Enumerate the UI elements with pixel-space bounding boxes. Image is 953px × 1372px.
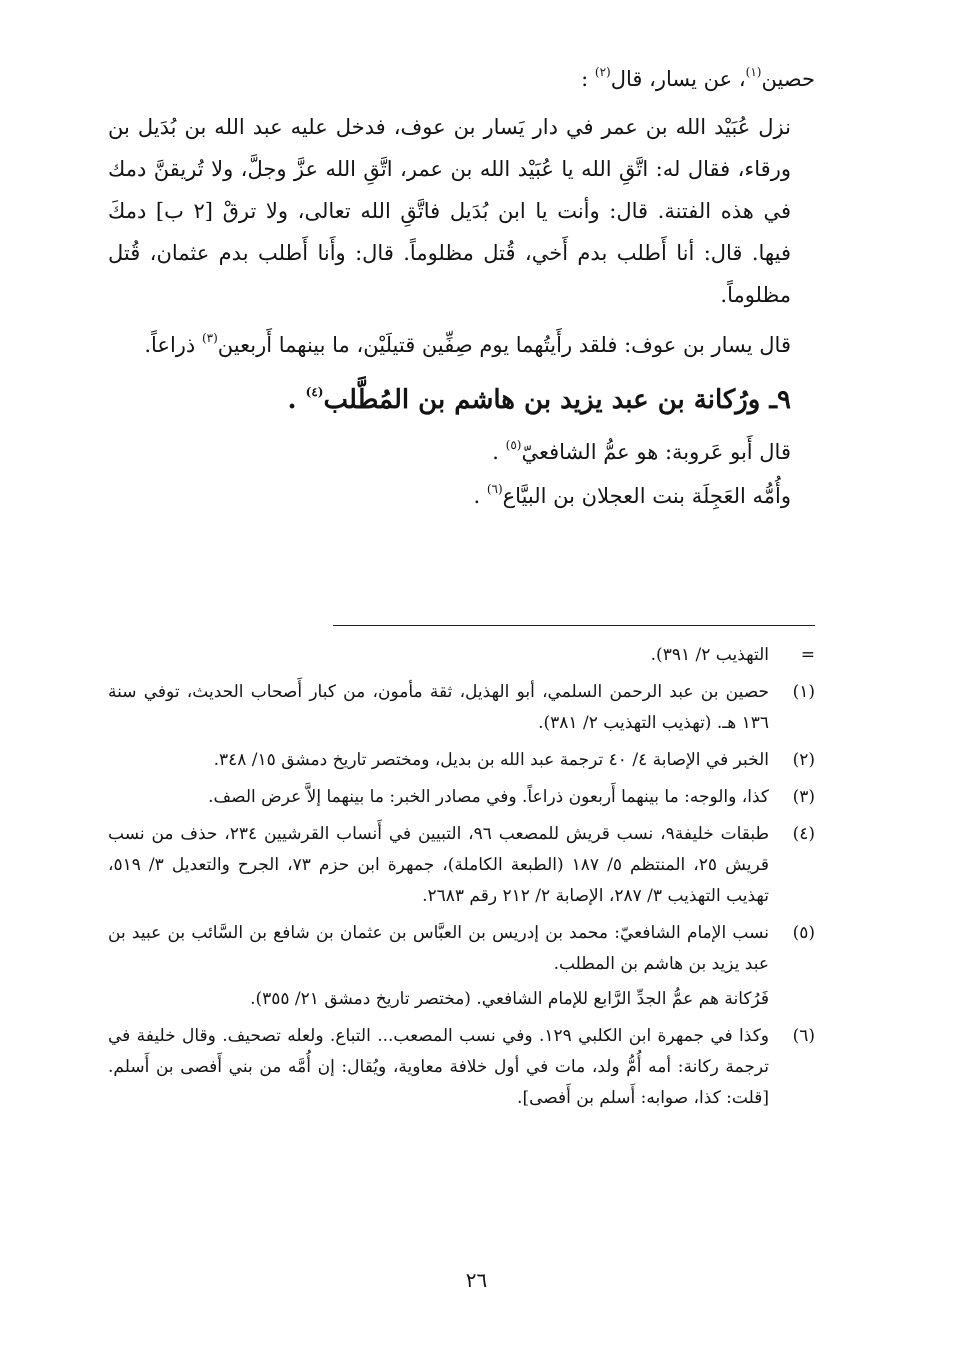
footnote-ref-5[interactable]: (٥) (505, 438, 522, 452)
footnote-ref-2[interactable]: (٢) (594, 65, 611, 79)
footnote-body (108, 640, 769, 671)
footnote-5 (108, 918, 815, 1015)
intro-text: حصين (761, 67, 815, 91)
footnote-body (108, 782, 769, 813)
intro-end: : (581, 67, 595, 91)
footnote-marker: (٦) (792, 1026, 815, 1046)
entry-line-1 (108, 430, 815, 474)
footnote-body (108, 677, 769, 739)
footnote-text: وكذا في جمهرة ابن الكلبي ١٢٩. وفي نسب المصعب... التباع. ولعله تصحيف. وقال خليفة في ترجمة ركانة: أمه أُمُّ ولد، مات في أول خلافة معاوية، ويُقال: إن أُمَّه من بني أَفصى بن أَسلم. [قلت: كذا، صوابه: أَسلم بن أَفصى]. (108, 1026, 770, 1108)
footnotes (108, 640, 815, 1120)
witness-text: قال يسار بن عوف: فلقد رأَيتُهما يوم صِفِّين قتيلَيْن، ما بينهما أَربعين (217, 333, 791, 357)
footnote-separator (333, 625, 815, 626)
page-number: ٢٦ (465, 1268, 488, 1292)
footnote-marker: (٢) (792, 750, 815, 770)
footnote-6 (108, 1021, 815, 1114)
entry-line-1-end: . (492, 440, 506, 464)
footnote-text: حصين بن عبد الرحمن السلمي، أبو الهذيل، ثقة مأمون، من كبار أَصحاب الحديث، توفي سنة ١٣٦ هـ. (تهذيب التهذيب ٢/ ٣٨١). (108, 682, 769, 733)
narration-paragraph: نزل عُبَيْد الله بن عمر في دار يَسار بن عوف، فدخل عليه عبد الله بن بُدَيل بن ورقاء، فقال له: اتَّقِ الله يا عُبَيْد الله بن عمر، اتَّقِ الله عزَّ وجلَّ، ولا تُريقنَّ دمك في هذه الفتنة. قال: وأنت يا ابن بُدَيل فاتَّقِ الله تعالى، ولا ترقْ [٢ ب] دمكَ فيها. قال: أنا أَطلب بدم أَخي، قُتل مظلوماً. قال: وأَنا أَطلب بدم عثمان، قُتل مظلوماً. (108, 115, 791, 307)
footnote-text: كذا، والوجه: ما بينهما أَربعون ذراعاً. وفي مصادر الخبر: ما بينهما إلاَّ عرض الصف. (208, 787, 769, 807)
footnote-body (108, 819, 769, 912)
footnote-body (108, 918, 769, 1015)
footnote-marker: (١) (792, 682, 815, 702)
intro-mid-text: ، عن يسار، قال (610, 67, 746, 91)
footnote-ref-1[interactable]: (١) (745, 65, 762, 79)
footnote-ref-4[interactable]: (٤) (305, 385, 324, 400)
footnote-3 (108, 782, 815, 813)
footnote-text: طبقات خليفة٩، نسب قريش للمصعب ٩٦، التبيين في أَنساب القرشيين ٢٣٤، حذف من نسب قريش ٢٥، المنتظم ٥/ ١٨٧ (الطبعة الكاملة)، جمهرة ابن حزم ٧٣، الجرح والتعديل ٣/ ٥١٩، تهذيب التهذيب ٣/ ٢٨٧، الإصابة ٢/ ٢١٢ رقم ٢٦٨٣. (108, 824, 770, 906)
entry-heading-end: . (287, 385, 306, 415)
footnote-body (108, 745, 769, 776)
witness-paragraph (108, 324, 815, 366)
footnote-marker: (٣) (792, 787, 815, 807)
entry-heading-text: ٩ـ ورُكانة بن عبد يزيد بن هاشم بن المُطَّلب (323, 385, 791, 415)
entry-line-2-text: وأُمُّه العَجِلَة بنت العجلان بن البيَّاع (502, 484, 791, 508)
intro-line (108, 58, 815, 100)
footnote-ref-6[interactable]: (٦) (486, 482, 503, 496)
witness-end: ذراعاً. (144, 333, 202, 357)
footnote-1 (108, 677, 815, 739)
footnote-text: التهذيب ٢/ ٣٩١). (650, 645, 769, 665)
footnote-ref-3[interactable]: (٣) (201, 331, 218, 345)
entry-line-1-text: قال أَبو عَروبة: هو عمُّ الشافعيّ (521, 440, 791, 464)
footnote-text-extra: فَرُكانة هم عمُّ الجدِّ الرَّابع للإمام الشافعي. (مختصر تاريخ دمشق ٢١/ ٣٥٥). (250, 989, 769, 1009)
entry-heading (108, 374, 815, 426)
page-body (108, 58, 815, 1348)
entry-line-2-end: . (473, 484, 487, 508)
footnote-continuation (108, 640, 815, 671)
footnote-body (108, 1021, 769, 1114)
footnote-4 (108, 819, 815, 912)
footnote-marker: = (800, 645, 815, 665)
footnote-2 (108, 745, 815, 776)
footnote-marker: (٥) (792, 923, 815, 943)
entry-line-2 (108, 474, 815, 518)
footnote-text: نسب الإمام الشافعيّ: محمد بن إدريس بن العبَّاس بن عثمان بن شافع بن السَّائب بن عبيد بن عبد يزيد بن هاشم بن المطلب. (108, 923, 769, 974)
footnote-marker: (٤) (792, 824, 815, 844)
footnote-text: الخبر في الإصابة ٤/ ٤٠ ترجمة عبد الله بن بديل، ومختصر تاريخ دمشق ١٥/ ٣٤٨. (213, 750, 769, 770)
